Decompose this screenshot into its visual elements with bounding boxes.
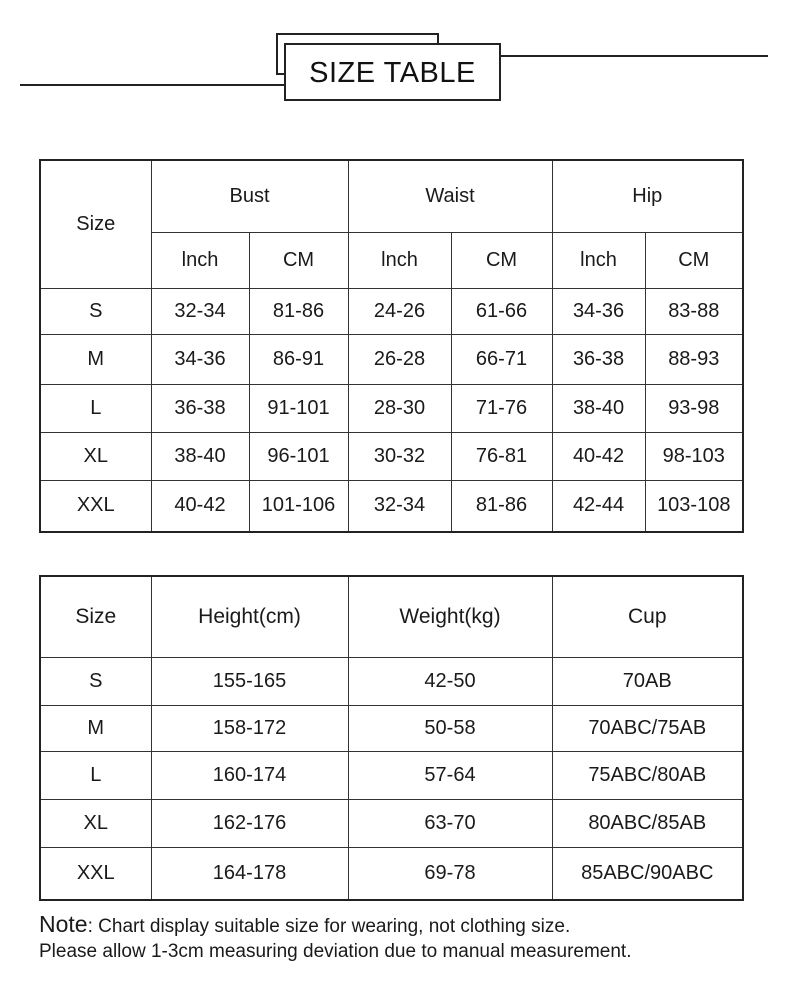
table-cell: 32-34 [348, 480, 451, 532]
title-rule-right [500, 55, 768, 57]
size-cell: S [40, 658, 151, 706]
table-cell: 91-101 [249, 384, 348, 432]
table-cell: 42-44 [552, 480, 645, 532]
table-row [40, 800, 743, 848]
size-column-header: Size [40, 576, 151, 658]
table-row [40, 706, 743, 752]
note-text: : Chart display suitable size for wearing, not clothing size. [87, 916, 571, 937]
weight-column-header: Weight(kg) [348, 576, 552, 658]
size-cell: M [40, 706, 151, 752]
title-frame [284, 43, 501, 101]
waist-header: Waist [348, 160, 552, 232]
table-cell: 98-103 [645, 432, 743, 480]
table-cell: 28-30 [348, 384, 451, 432]
table-cell: 70AB [552, 658, 743, 706]
table-cell: 164-178 [151, 848, 348, 900]
bust-header: Bust [151, 160, 348, 232]
fit-table [39, 575, 744, 901]
table-cell: 61-66 [451, 288, 552, 334]
table-cell: 30-32 [348, 432, 451, 480]
note-label: Note [39, 911, 88, 937]
table-cell: 63-70 [348, 800, 552, 848]
unit-header: lnch [552, 232, 645, 288]
page-title: SIZE TABLE [309, 56, 476, 89]
note-line-1 [39, 912, 779, 939]
table-cell: 85ABC/90ABC [552, 848, 743, 900]
table-cell: 158-172 [151, 706, 348, 752]
unit-header: CM [645, 232, 743, 288]
size-cell: XL [40, 432, 151, 480]
table-cell: 36-38 [151, 384, 249, 432]
table-cell: 38-40 [151, 432, 249, 480]
unit-header: CM [451, 232, 552, 288]
table-cell: 81-86 [451, 480, 552, 532]
table-cell: 42-50 [348, 658, 552, 706]
note-line-2: Please allow 1-3cm measuring deviation due to manual measurement. [39, 941, 632, 962]
table-cell: 69-78 [348, 848, 552, 900]
table-cell: 40-42 [552, 432, 645, 480]
table-cell: 86-91 [249, 334, 348, 384]
table-row [40, 334, 743, 384]
height-column-header: Height(cm) [151, 576, 348, 658]
table-cell: 32-34 [151, 288, 249, 334]
size-cell: M [40, 334, 151, 384]
table-row [40, 480, 743, 532]
table-cell: 50-58 [348, 706, 552, 752]
size-cell: XXL [40, 848, 151, 900]
table-row [40, 848, 743, 900]
unit-header: CM [249, 232, 348, 288]
size-cell: S [40, 288, 151, 334]
table-cell: 26-28 [348, 334, 451, 384]
table-cell: 83-88 [645, 288, 743, 334]
header-row-groups [40, 160, 743, 232]
table-cell: 76-81 [451, 432, 552, 480]
table-row [40, 288, 743, 334]
table-row [40, 384, 743, 432]
note [39, 912, 779, 964]
table-cell: 57-64 [348, 752, 552, 800]
table-cell: 66-71 [451, 334, 552, 384]
table-row [40, 432, 743, 480]
measurement-table [39, 159, 744, 533]
table-cell: 36-38 [552, 334, 645, 384]
table-cell: 24-26 [348, 288, 451, 334]
hip-header: Hip [552, 160, 743, 232]
size-cell: XL [40, 800, 151, 848]
table-cell: 34-36 [552, 288, 645, 334]
table-cell: 101-106 [249, 480, 348, 532]
table-cell: 160-174 [151, 752, 348, 800]
table-cell: 88-93 [645, 334, 743, 384]
size-cell: L [40, 752, 151, 800]
title-rule-left [20, 84, 316, 86]
table-row [40, 658, 743, 706]
unit-header: lnch [348, 232, 451, 288]
table-cell: 80ABC/85AB [552, 800, 743, 848]
size-column-header: Size [40, 160, 151, 288]
table-cell: 103-108 [645, 480, 743, 532]
table-cell: 162-176 [151, 800, 348, 848]
table-row [40, 752, 743, 800]
table-cell: 71-76 [451, 384, 552, 432]
size-cell: XXL [40, 480, 151, 532]
table-cell: 93-98 [645, 384, 743, 432]
table-cell: 155-165 [151, 658, 348, 706]
size-cell: L [40, 384, 151, 432]
table-cell: 81-86 [249, 288, 348, 334]
cup-column-header: Cup [552, 576, 743, 658]
table-cell: 96-101 [249, 432, 348, 480]
table-cell: 34-36 [151, 334, 249, 384]
header-row [40, 576, 743, 658]
table-cell: 38-40 [552, 384, 645, 432]
table-cell: 70ABC/75AB [552, 706, 743, 752]
table-cell: 40-42 [151, 480, 249, 532]
unit-header: lnch [151, 232, 249, 288]
table-cell: 75ABC/80AB [552, 752, 743, 800]
